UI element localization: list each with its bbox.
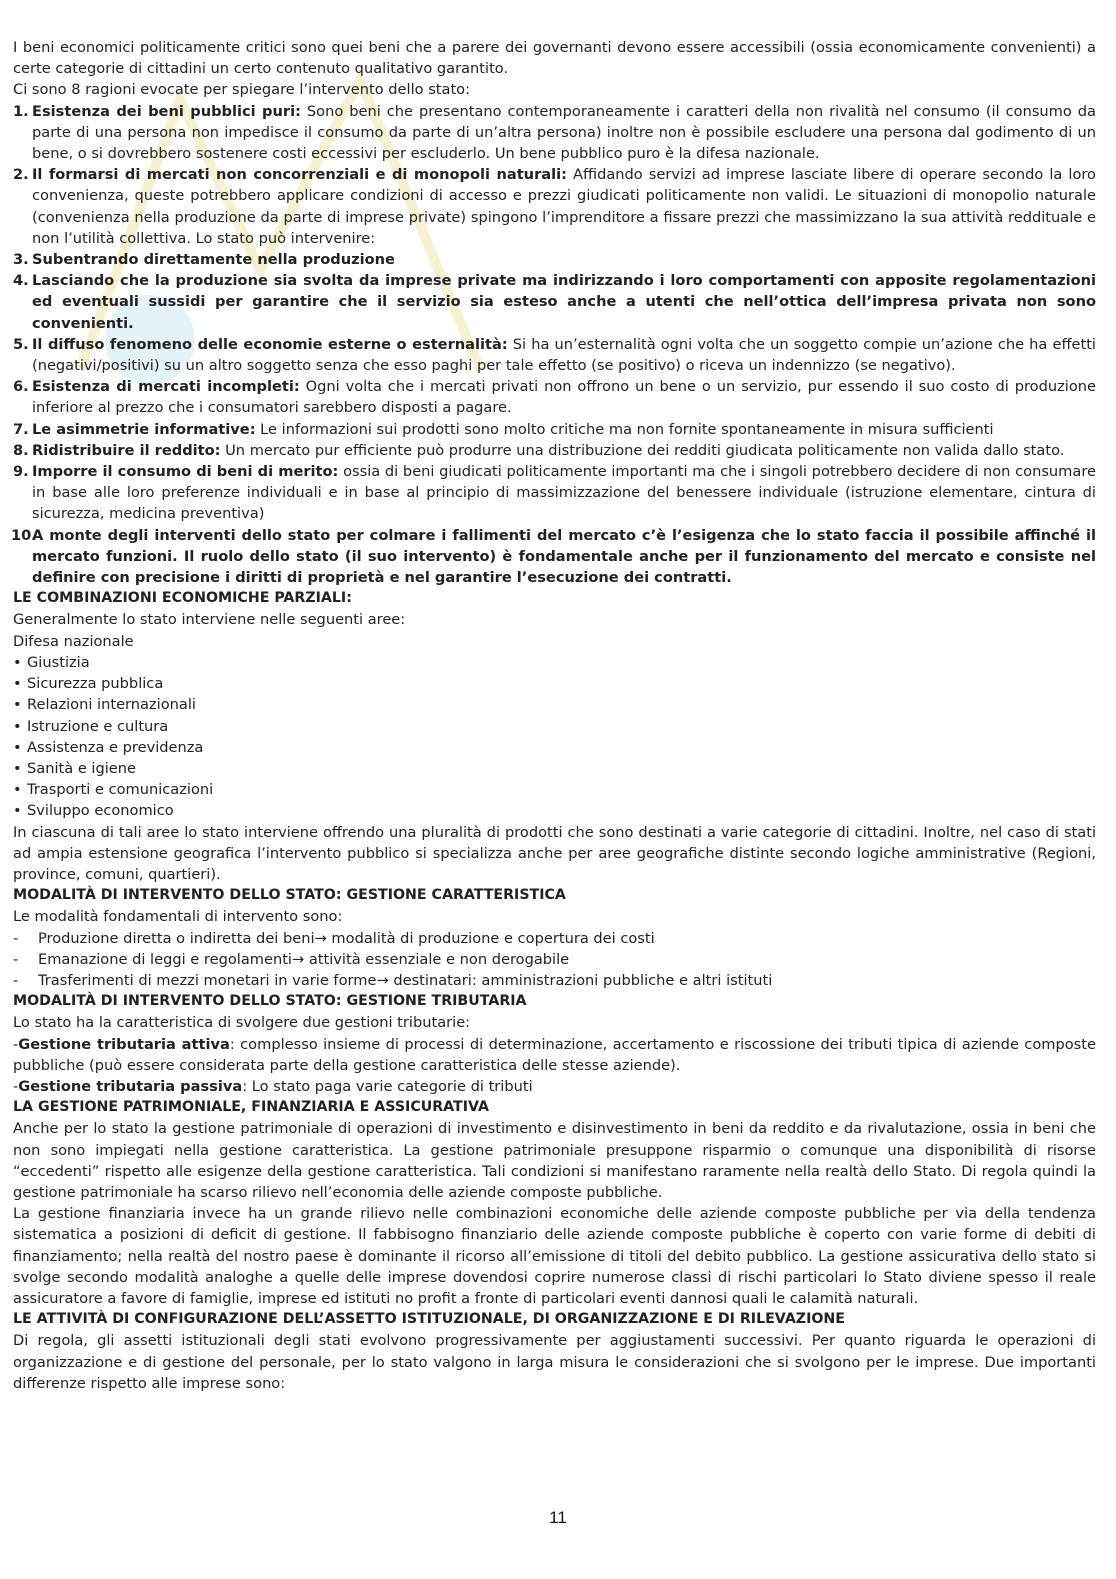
reason-text: Le informazioni sui prodotti sono molto critiche ma non fornite spontaneamente in misura sufficienti <box>255 420 994 438</box>
area-label: Trasporti e comunicazioni <box>27 781 214 799</box>
bullet-marker: • <box>13 717 22 735</box>
dash-marker: - <box>13 971 19 989</box>
area-label: Sanità e igiene <box>27 759 137 777</box>
section-heading-caratteristica: MODALITÀ DI INTERVENTO DELLO STATO: GESTIONE CARATTERISTICA <box>13 887 566 904</box>
areas-list <box>13 652 1096 822</box>
reason-item <box>13 270 1096 334</box>
arrow-icon: → <box>376 971 389 989</box>
reason-number: 9. <box>13 463 29 481</box>
reason-number: 5. <box>13 335 29 353</box>
reason-number: 6. <box>13 378 29 396</box>
modalita-item <box>13 970 1096 991</box>
reason-number: 3. <box>13 251 29 269</box>
section-heading-patrimoniale: LA GESTIONE PATRIMONIALE, FINANZIARIA E ASSICURATIVA <box>13 1099 490 1116</box>
reason-title: Le asimmetrie informative: <box>32 420 256 438</box>
reason-title: Subentrando direttamente nella produzione <box>32 251 395 269</box>
reason-item <box>13 525 1096 589</box>
modalita-detail: destinatari: amministrazioni pubbliche e altri istituti <box>388 971 773 989</box>
modalita-label: Emanazione di leggi e regolamenti <box>38 950 292 968</box>
area-item <box>13 716 1096 737</box>
document-page <box>13 37 1096 1394</box>
dash-marker: - <box>13 950 19 968</box>
reason-item <box>13 461 1096 525</box>
patrimoniale-paragraph-2: La gestione finanziaria invece ha un grande rilievo nelle combinazioni economiche delle aziende composte pubbliche per via della tendenza sistematica a posizioni di deficit di gestione. Il fabbisogno finanziario delle aziende composte pubbliche è coperto con varie forme di debiti di finanziamento; nella realtà del nostro paese è dominante il ricorso all’emissione di titoli del debito pubblico. La gestione assicurativa dello stato si svolge secondo modalità analoghe a quelle delle imprese dovendosi coprire numerose classi di rischi particolari lo Stato diviene spesso il reale assicuratore a favore di famiglie, imprese ed istituti no profit a fronte di particolari eventi dannosi quali le calamità naturali. <box>13 1205 1096 1307</box>
tributaria-attiva <box>13 1034 1096 1076</box>
dash-marker: - <box>13 1035 19 1053</box>
dash-marker: - <box>13 1077 19 1095</box>
reason-number: 2. <box>13 166 29 184</box>
bullet-marker: • <box>13 675 22 693</box>
reason-number: 10. <box>11 526 37 544</box>
area-label: Assistenza e previdenza <box>27 738 204 756</box>
caratteristica-lead: Le modalità fondamentali di intervento sono: <box>13 908 343 926</box>
area-label: Sicurezza pubblica <box>27 675 164 693</box>
area-first: Difesa nazionale <box>13 632 134 650</box>
tributaria-passiva-text: : Lo stato paga varie categorie di tributi <box>242 1077 533 1095</box>
modalita-label: Produzione diretta o indiretta dei beni <box>38 929 315 947</box>
reason-item <box>13 249 1096 270</box>
arrow-icon: → <box>314 929 327 947</box>
combinazioni-closing: In ciascuna di tali aree lo stato interviene offrendo una pluralità di prodotti che sono destinati a varie categorie di cittadini. Inoltre, nel caso di stati ad ampia estensione geografica l’intervento pubblico si specializza anche per aree geografiche distinte secondo logiche amministrative (Regioni, province, comuni, quartieri). <box>13 823 1096 883</box>
modalita-item <box>13 928 1096 949</box>
reason-title: Il diffuso fenomeno delle economie esterne o esternalità: <box>32 335 508 353</box>
tributaria-passiva-title: Gestione tributaria passiva <box>18 1077 243 1095</box>
area-item <box>13 652 1096 673</box>
reason-title: Esistenza di mercati incompleti: <box>32 378 300 396</box>
modalita-item <box>13 949 1096 970</box>
section-heading-configurazione: LE ATTIVITÀ DI CONFIGURAZIONE DELL’ASSETTO ISTITUZIONALE, DI ORGANIZZAZIONE E DI RILEVAZIONE <box>13 1311 845 1328</box>
tributaria-attiva-title: Gestione tributaria attiva <box>18 1035 230 1053</box>
area-item <box>13 758 1096 779</box>
bullet-marker: • <box>13 653 22 671</box>
reason-item <box>13 101 1096 165</box>
reasons-list <box>13 101 1096 589</box>
bullet-marker: • <box>13 802 22 820</box>
reason-text: Ogni volta che i mercati privati non offrono un bene o un servizio, pur essendo il suo costo di produzione inferiore al prezzo che i consumatori sarebbero disposti a pagare. <box>32 378 1096 417</box>
reason-title: A monte degli interventi dello stato per colmare i fallimenti del mercato c’è l’esigenza che lo stato faccia il possibile affinché il mercato funzioni. Il ruolo dello stato (il suo intervento) è fondamentale anche per il funzionamento del mercato e consiste nel definire con precisione i diritti di proprietà e nel garantire l’esecuzione dei contratti. <box>32 526 1096 587</box>
reason-item <box>13 419 1096 440</box>
area-item <box>13 737 1096 758</box>
reason-item <box>13 376 1096 418</box>
reason-number: 1. <box>13 102 29 120</box>
reason-title: Lasciando che la produzione sia svolta da imprese private ma indirizzando i loro comportamenti con apposite regolamentazioni ed eventuali sussidi per garantire che il servizio sia esteso anche a utenti che nell’ottica dell’impresa privata non sono convenienti. <box>32 272 1096 332</box>
reason-text: Un mercato pur efficiente può produrre una distribuzione dei redditi giudicata politicamente non valida dallo stato. <box>220 441 1065 459</box>
reason-text: ossia di beni giudicati politicamente importanti ma che i singoli potrebbero decidere di non consumare in base alle loro preferenze individuali e in base al principio di massimizzazione del benessere individuale (istruzione elementare, cintura di sicurezza, medicina preventiva) <box>32 463 1096 523</box>
area-item <box>13 800 1096 821</box>
area-label: Relazioni internazionali <box>27 696 196 714</box>
bullet-marker: • <box>13 781 22 799</box>
reason-title: Il formarsi di mercati non concorrenziali e di monopoli naturali: <box>32 166 567 184</box>
reason-text: Affidando servizi ad imprese lasciate libere di operare secondo la loro convenienza, queste potrebbero applicare condizioni di accesso e prezzi giudicati politicamente non validi. Le situazioni di monopolio naturale (convenienza nella produzione da parte di imprese private) spingono l’imprenditore a fissare prezzi che massimizzano la sua attività reddituale e non l’utilità collettiva. Lo stato può intervenire: <box>32 166 1096 247</box>
reason-title: Imporre il consumo di beni di merito: <box>32 463 339 481</box>
modalita-label: Trasferimenti di mezzi monetari in varie forme <box>38 971 377 989</box>
configurazione-paragraph: Di regola, gli assetti istituzionali degli stati evolvono progressivamente per aggiustamenti successivi. Per quanto riguarda le operazioni di organizzazione e di gestione del personale, per lo stato valgono in larga misura le considerazioni che si svolgono per le imprese. Due importanti differenze rispetto alle imprese sono: <box>13 1332 1096 1392</box>
bullet-marker: • <box>13 696 22 714</box>
reason-number: 4. <box>13 272 29 290</box>
reason-item <box>13 440 1096 461</box>
reason-text: Sono beni che presentano contemporaneamente i caratteri della non rivalità nel consumo (il consumo da parte di una persona non impedisce il consumo da parte di un’altra persona) inoltre non è possibile escludere una persona dal godimento di un bene, o si dovrebbero sostenere costi eccessivi per escluderlo. Un bene pubblico puro è la difesa nazionale. <box>32 102 1096 163</box>
tributaria-lead: Lo stato ha la caratteristica di svolgere due gestioni tributarie: <box>13 1014 471 1032</box>
reason-item <box>13 164 1096 249</box>
reason-number: 8. <box>13 441 29 459</box>
area-label: Giustizia <box>27 653 90 671</box>
modalita-detail: modalità di produzione e copertura dei costi <box>326 929 655 947</box>
dash-marker: - <box>13 929 19 947</box>
reason-item <box>13 334 1096 376</box>
area-item <box>13 694 1096 715</box>
bullet-marker: • <box>13 738 22 756</box>
combinazioni-lead: Generalmente lo stato interviene nelle seguenti aree: <box>13 611 406 629</box>
area-label: Istruzione e cultura <box>27 717 169 735</box>
area-item <box>13 673 1096 694</box>
reason-number: 7. <box>13 420 29 438</box>
tributaria-passiva <box>13 1076 1096 1097</box>
modalita-detail: attività essenziale e non derogabile <box>304 950 570 968</box>
reason-title: Ridistribuire il reddito: <box>32 441 221 459</box>
reason-title: Esistenza dei beni pubblici puri: <box>32 102 301 120</box>
intro-reasons-lead: Ci sono 8 ragioni evocate per spiegare l’intervento dello stato: <box>13 81 471 99</box>
tributaria-attiva-text: : complesso insieme di processi di determinazione, accertamento e riscossione dei tributi tipica di aziende composte pubbliche (può essere considerata parte della gestione caratteristica delle stesse aziende). <box>13 1035 1096 1074</box>
intro-paragraph: I beni economici politicamente critici sono quei beni che a parere dei governanti devono essere accessibili (ossia economicamente convenienti) a certe categorie di cittadini un certo contenuto qualitativo garantito. <box>13 39 1096 78</box>
page-number: 11 <box>549 1508 567 1527</box>
section-heading-tributaria: MODALITÀ DI INTERVENTO DELLO STATO: GESTIONE TRIBUTARIA <box>13 993 527 1010</box>
modalita-list <box>13 928 1096 992</box>
bullet-marker: • <box>13 759 22 777</box>
patrimoniale-paragraph-1: Anche per lo stato la gestione patrimoniale di operazioni di investimento e disinvestimento in beni da reddito e da rivalutazione, ossia in beni che non sono impiegati nella gestione caratteristica. La gestione patrimoniale presuppone risparmio o comunque una disponibilità di risorse “eccedenti” rispetto alle esigenze della gestione caratteristica. Tali condizioni si manifestano raramente nella realtà dello Stato. Di regola quindi la gestione patrimoniale ha scarso rilievo nell’economia delle aziende composte pubbliche. <box>13 1120 1096 1201</box>
area-label: Sviluppo economico <box>27 802 174 820</box>
area-item <box>13 779 1096 800</box>
arrow-icon: → <box>291 950 305 968</box>
reason-text: Si ha un’esternalità ogni volta che un soggetto compie un’azione che ha effetti (negativi/positivi) su un altro soggetto senza che esso paghi per tale effetto (se positivo) o riceva un indennizzo (se negativo). <box>32 335 1096 375</box>
section-heading-combinazioni: LE COMBINAZIONI ECONOMICHE PARZIALI: <box>13 590 352 607</box>
